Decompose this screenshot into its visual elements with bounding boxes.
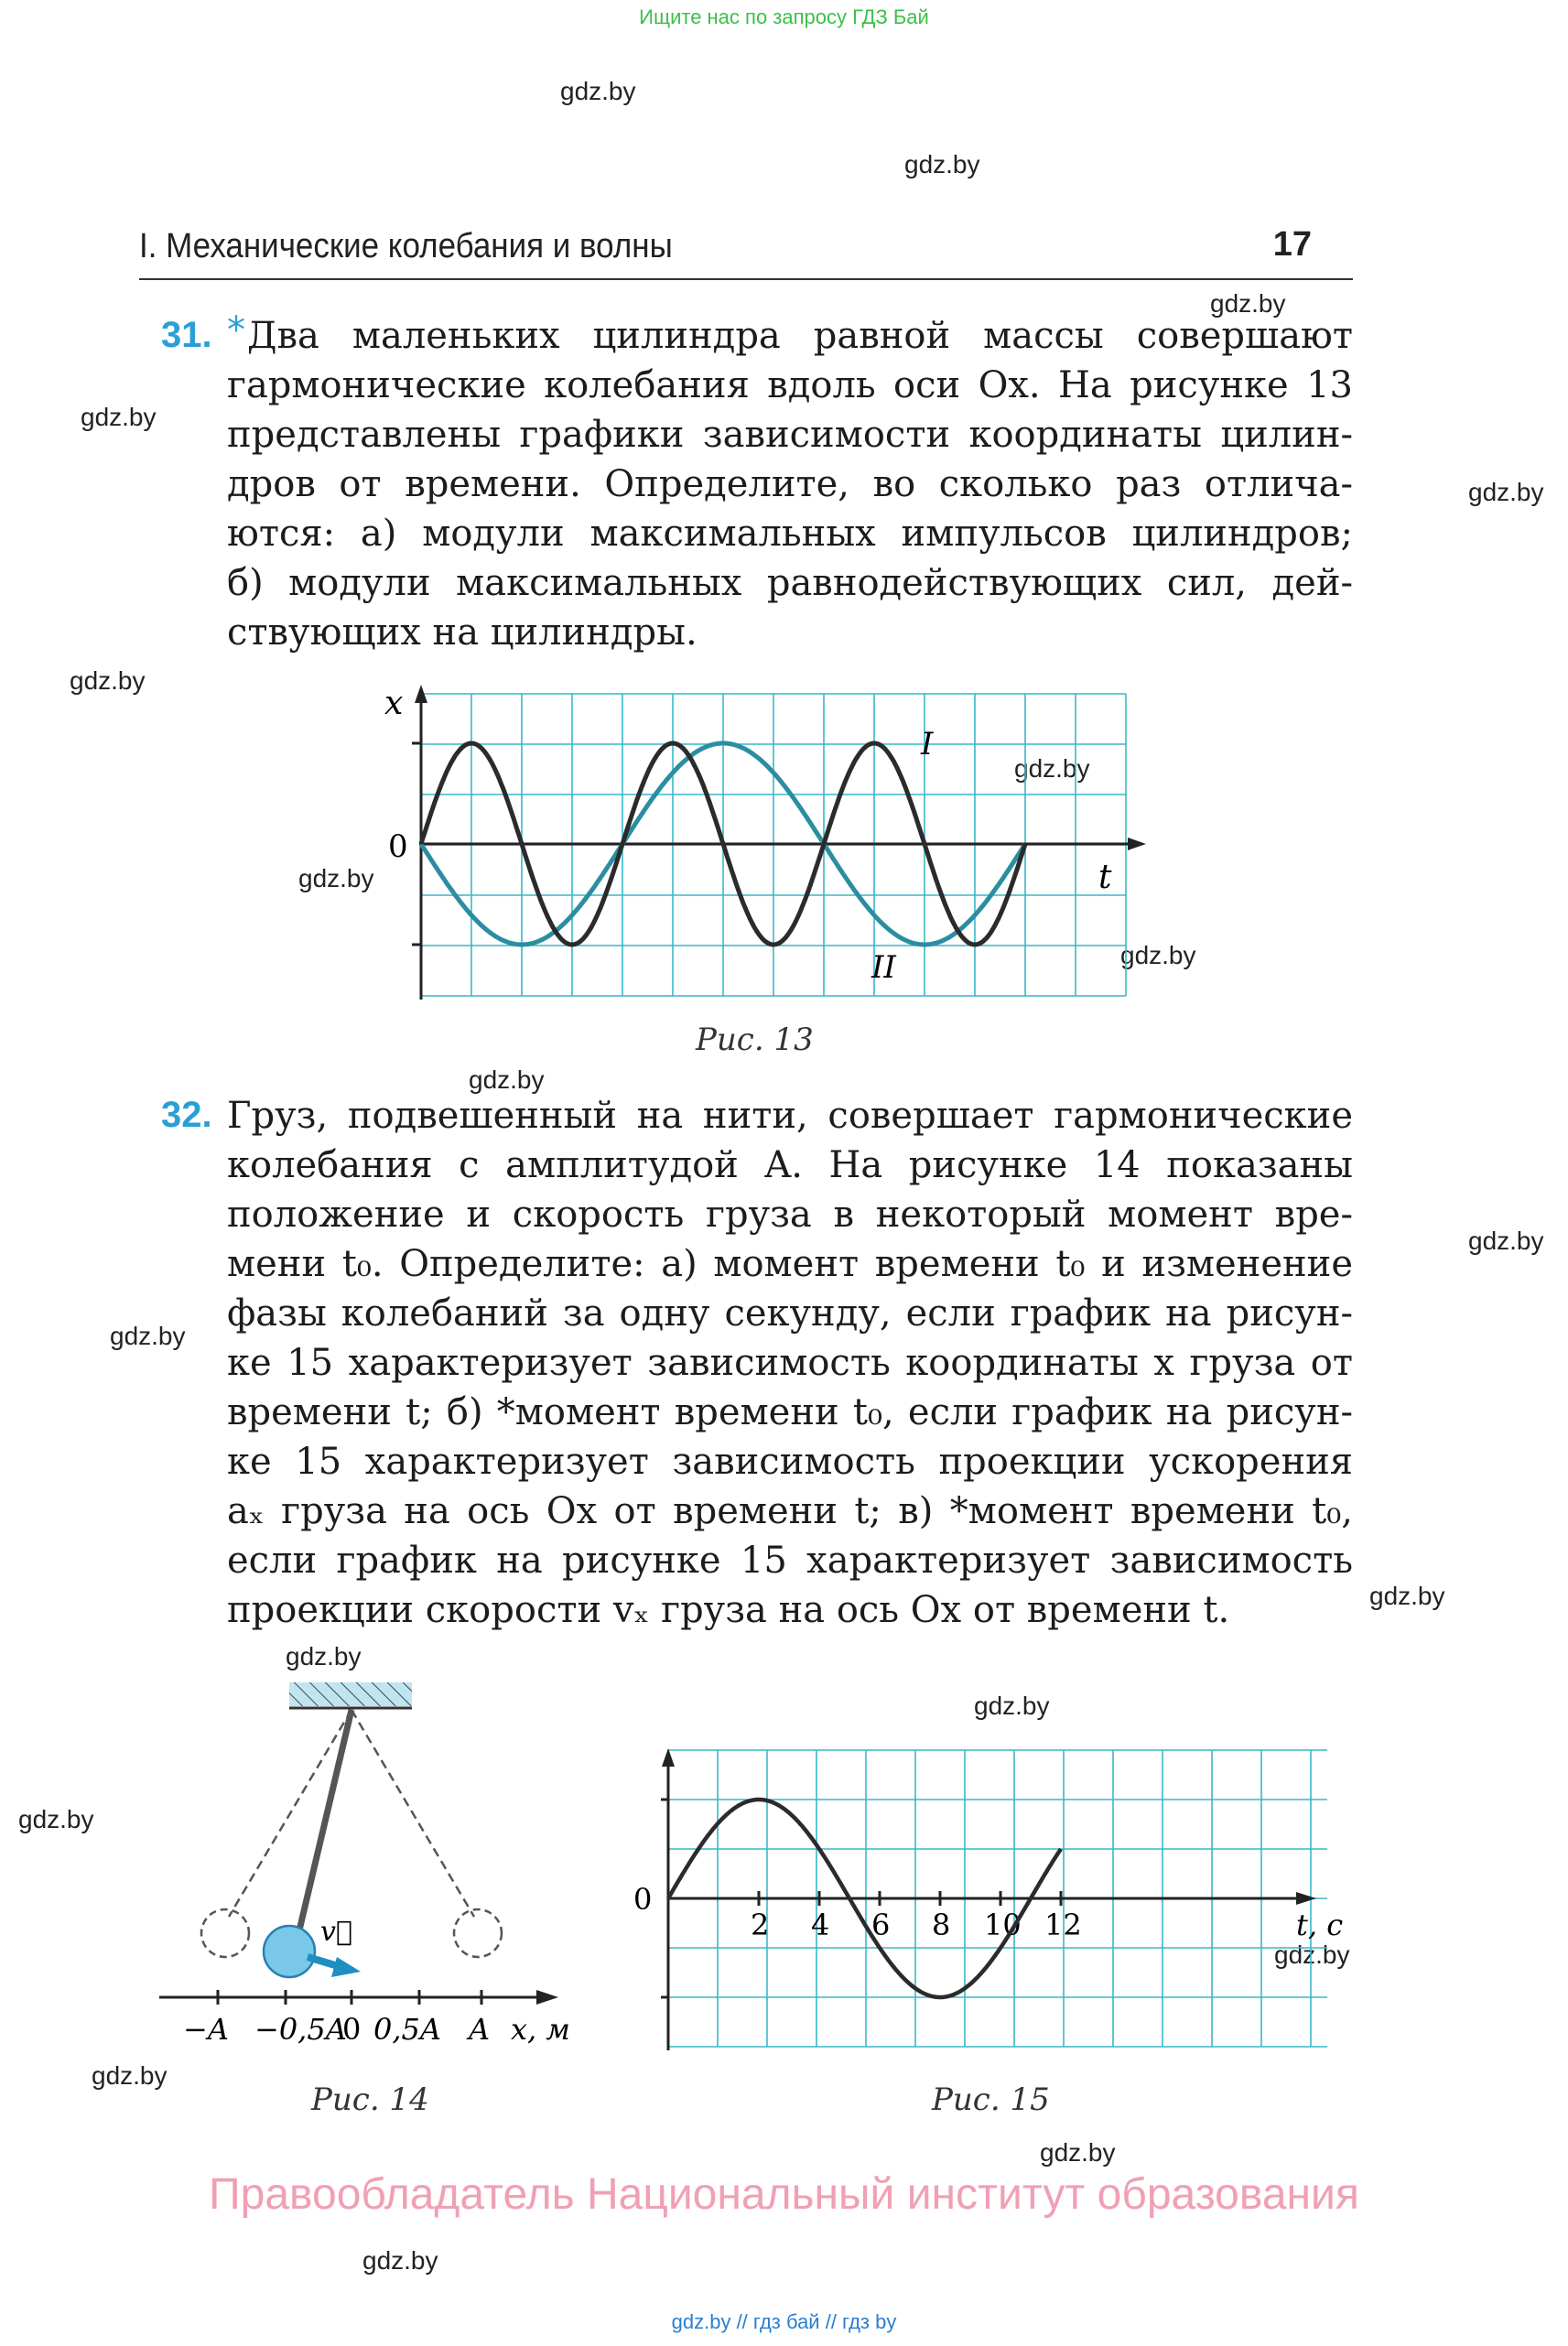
text-line: aₓ груза на ось Ox от времени t; в) *момент времени t₀,	[227, 1490, 1353, 1532]
text-line: ются: а) модули максимальных импульсов цилиндров;	[227, 513, 1353, 555]
tick-label: 0,5A	[373, 2012, 441, 2047]
watermark: gdz.by	[110, 1322, 186, 1350]
watermark: gdz.by	[362, 2246, 438, 2275]
text-line: б) модули максимальных равнодействующих сил, дей-	[227, 562, 1353, 604]
watermark: gdz.by	[1468, 478, 1544, 506]
figure-15-chart	[622, 1739, 1373, 2060]
text-line: ке 15 характеризует зависимость координаты x груза от	[227, 1342, 1353, 1384]
text-line: колебания с амплитудой A. На рисунке 14 показаны	[227, 1144, 1353, 1186]
text-line: если график на рисунке 15 характеризует зависимость	[227, 1540, 1353, 1582]
watermark: gdz.by	[18, 1805, 94, 1833]
x-axis-label: x	[384, 685, 404, 722]
x-tick-label: 10	[984, 1908, 1022, 1942]
problem-32-number: 32.	[161, 1095, 212, 1135]
string-left-extreme	[229, 1710, 351, 1917]
problem-31-number: 31.	[161, 315, 212, 355]
figure-13-caption: Рис. 13	[696, 1022, 814, 1058]
t-axis-label: t	[1098, 859, 1112, 896]
watermark: gdz.by	[1468, 1227, 1544, 1255]
problem-31-text	[227, 311, 1353, 657]
origin-label: 0	[388, 828, 408, 865]
tick-label: −A	[183, 2012, 229, 2047]
axis-label: x, м	[511, 2012, 570, 2047]
header-divider	[139, 278, 1353, 280]
text-line: положение и скорость груза в некоторый момент вре-	[227, 1194, 1353, 1236]
figure-13-chart	[366, 677, 1172, 1007]
problem-31-star: *	[227, 309, 245, 351]
text-line: представлены графики зависимости координаты цилин-	[227, 414, 1353, 456]
velocity-label: v⃗	[320, 1916, 352, 1948]
text-line: ке 15 характеризует зависимость проекции ускорения	[227, 1441, 1353, 1483]
watermark: gdz.by	[298, 864, 374, 892]
watermark: gdz.by	[70, 666, 146, 695]
watermark: gdz.by	[904, 150, 980, 178]
figure-14-caption: Рис. 14	[311, 2081, 429, 2118]
chapter-title: I. Механические колебания и волны	[139, 227, 673, 265]
watermark: gdz.by	[974, 1692, 1050, 1720]
watermark: gdz.by	[92, 2061, 168, 2090]
x-tick-label: 6	[871, 1908, 891, 1942]
figure-15-caption: Рис. 15	[932, 2081, 1050, 2118]
bob-left-extreme	[201, 1909, 249, 1957]
pendulum-bob	[264, 1926, 315, 1977]
watermark: gdz.by	[81, 403, 157, 431]
pendulum-string	[295, 1710, 351, 1950]
text-line: Груз, подвешенный на нити, совершает гармонические	[227, 1095, 1353, 1137]
string-right-extreme	[351, 1710, 474, 1917]
text-line: фазы колебаний за одну секунду, если график на рисун-	[227, 1292, 1353, 1335]
problem-32-text	[227, 1091, 1353, 1635]
x-tick-label: 12	[1044, 1908, 1082, 1942]
text-line: дров от времени. Определите, во сколько раз отлича-	[227, 463, 1353, 505]
watermark: gdz.by	[1014, 754, 1090, 783]
watermark: gdz.by	[469, 1065, 545, 1094]
text-line: Два маленьких цилиндра равной массы совершают	[247, 315, 1353, 357]
x-tick-label: 8	[932, 1908, 951, 1942]
text-line: гармонические колебания вдоль оси Ox. На рисунке 13	[227, 364, 1353, 406]
t-axis-arrow	[1128, 838, 1146, 850]
watermark: gdz.by	[560, 77, 636, 105]
tick-label: A	[469, 2012, 491, 2047]
curve-I-label: I	[921, 726, 934, 762]
watermark: gdz.by	[1210, 289, 1286, 318]
text-line: проекции скорости vₓ груза на ось Ox от времени t.	[227, 1589, 1230, 1631]
bottom-links[interactable]: gdz.by // гдз бай // гдз by	[671, 2310, 897, 2333]
x-tick-label: 4	[811, 1908, 830, 1942]
bob-right-extreme	[454, 1909, 502, 1957]
watermark: gdz.by	[1274, 1941, 1350, 1969]
text-line: ствующих на цилиндры.	[227, 611, 697, 654]
page-number: 17	[1272, 225, 1312, 264]
curve-II-label: II	[871, 949, 896, 986]
text-line: времени t; б) *момент времени t₀, если график на рисун-	[227, 1391, 1353, 1433]
copyright-note: Правообладатель Национальный институт образования	[209, 2170, 1359, 2219]
x-tick-label: 2	[751, 1908, 770, 1942]
text-line: мени t₀. Определите: а) момент времени t₀ и изменение	[227, 1243, 1353, 1285]
watermark: gdz.by	[1040, 2138, 1116, 2167]
watermark: gdz.by	[1120, 941, 1196, 969]
top-banner[interactable]: Ищите нас по запросу ГДЗ Бай	[639, 5, 929, 28]
figure-14-pendulum	[137, 1666, 613, 2069]
watermark: gdz.by	[1369, 1582, 1445, 1610]
watermark: gdz.by	[286, 1642, 362, 1670]
origin-label: 0	[633, 1882, 653, 1917]
t-axis-label: t, с	[1296, 1908, 1344, 1942]
tick-label: −0,5A	[254, 2012, 347, 2047]
tick-label: 0	[342, 2012, 362, 2047]
